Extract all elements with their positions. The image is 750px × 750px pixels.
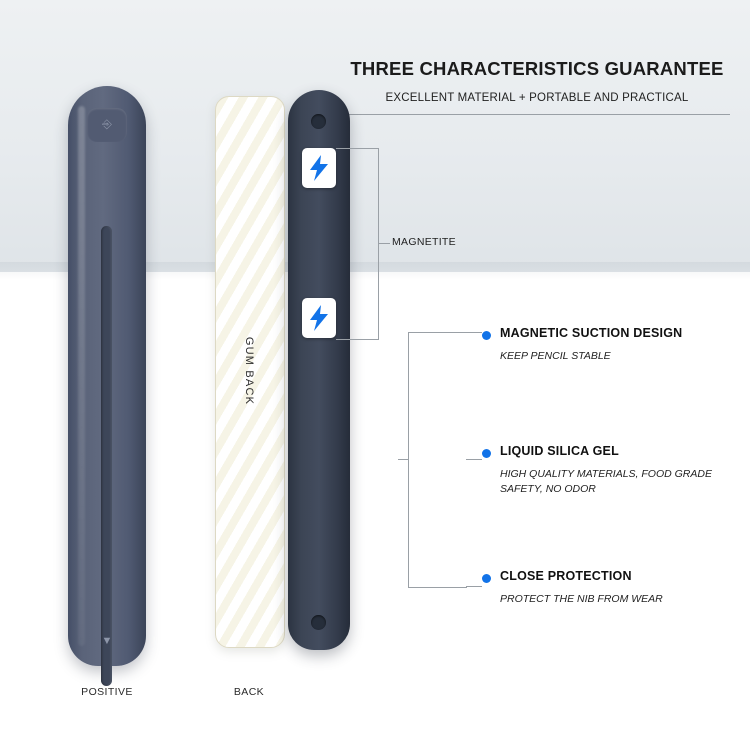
gum-back-label: GUM BACK <box>243 336 255 406</box>
magnetite-callout-bracket <box>336 148 379 340</box>
magnet-chip-lower <box>302 298 336 338</box>
pencil-slot-groove <box>101 226 112 686</box>
product-positive-view <box>68 86 146 666</box>
feature-title: CLOSE PROTECTION <box>500 569 632 583</box>
magnet-port-top <box>311 114 326 129</box>
positive-highlight <box>78 106 85 646</box>
header-divider <box>344 114 730 115</box>
feature-leader-3 <box>466 586 482 587</box>
feature-title: LIQUID SILICA GEL <box>500 444 619 458</box>
bullet-icon <box>482 574 491 583</box>
lightning-bolt-icon <box>309 305 329 331</box>
bullet-icon <box>482 449 491 458</box>
feature-title: MAGNETIC SUCTION DESIGN <box>500 326 683 340</box>
feature-bracket-stem <box>398 459 409 460</box>
magnet-port-bottom <box>311 615 326 630</box>
feature-item-3 <box>482 569 732 607</box>
feature-leader-1 <box>466 332 482 333</box>
feature-description: HIGH QUALITY MATERIALS, FOOD GRADE SAFETY, NO ODOR <box>500 468 712 495</box>
product-back-view <box>215 96 285 648</box>
feature-leader-2 <box>466 459 482 460</box>
caption-positive: POSITIVE <box>81 686 133 698</box>
caption-back: BACK <box>233 686 265 698</box>
magnetite-callout-leader <box>378 243 390 244</box>
feature-item-1 <box>482 326 732 364</box>
page-subtitle: EXCELLENT MATERIAL + PORTABLE AND PRACTICAL <box>385 92 689 104</box>
lightning-bolt-icon <box>309 155 329 181</box>
feature-bracket <box>408 332 467 588</box>
page-title: THREE CHARACTERISTICS GUARANTEE <box>350 58 724 79</box>
feature-description: KEEP PENCIL STABLE <box>500 350 611 362</box>
magnet-chip-upper <box>302 148 336 188</box>
brand-mark-icon: ⎆ <box>102 117 112 131</box>
feature-description: PROTECT THE NIB FROM WEAR <box>500 593 663 605</box>
bullet-icon <box>482 331 491 340</box>
magnetite-callout-label: MAGNETITE <box>392 236 456 248</box>
feature-item-2 <box>482 444 732 497</box>
header-block <box>344 58 730 104</box>
bottom-vent-icon: ▼ <box>101 635 113 647</box>
